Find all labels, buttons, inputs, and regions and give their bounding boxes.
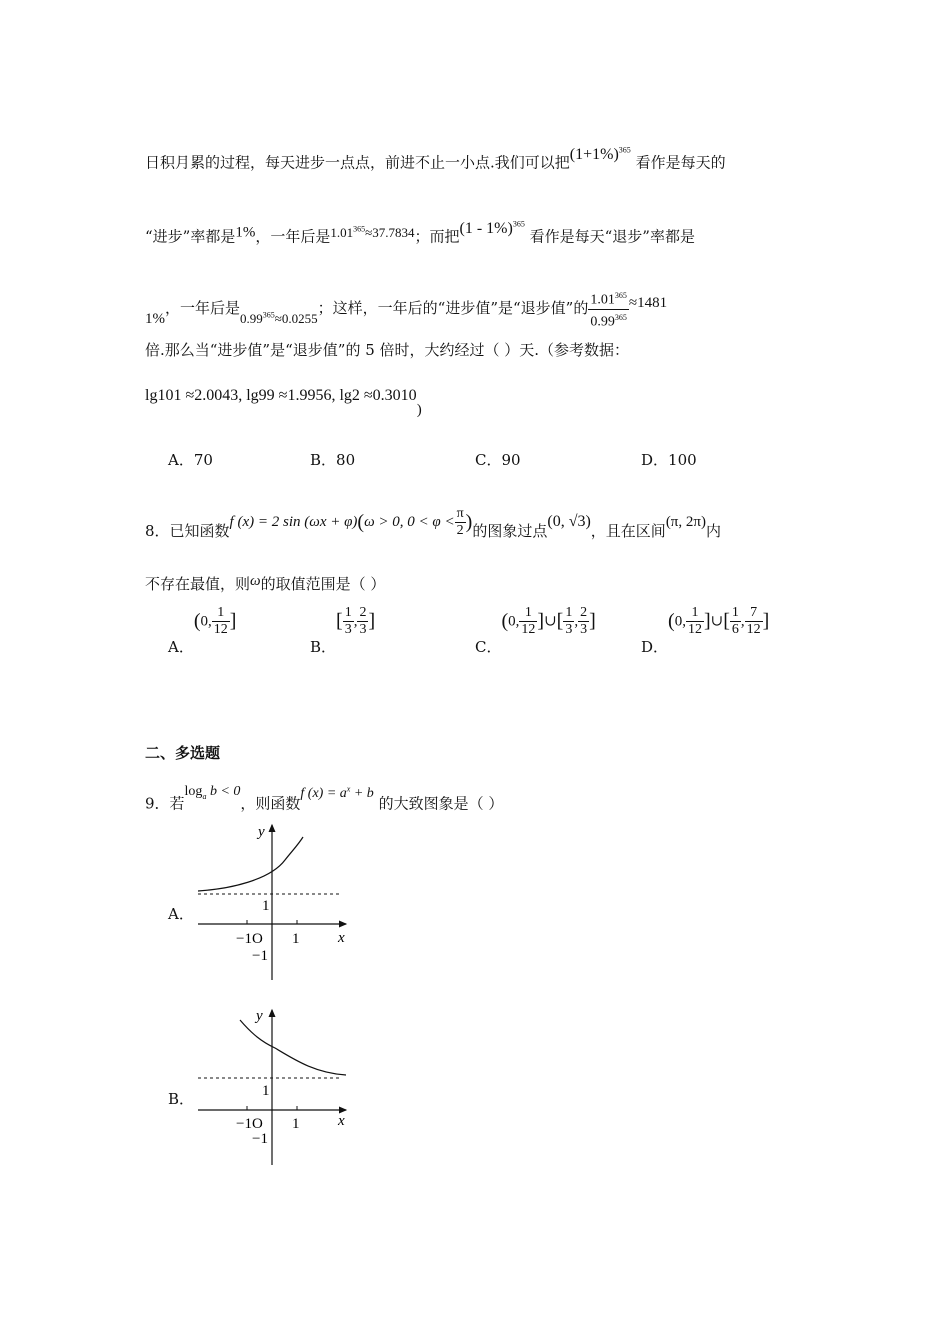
label-one: 1	[262, 1083, 270, 1099]
bracket: ]	[229, 610, 237, 632]
curve	[240, 1020, 346, 1075]
label-neg-one-origin: −1O	[236, 931, 263, 947]
math: ω > 0, 0 < φ <	[364, 514, 455, 530]
label-x-one: 1	[292, 1116, 300, 1132]
fraction	[730, 605, 741, 638]
frac-den-sup: 365	[614, 312, 627, 322]
math	[300, 786, 373, 801]
option-letter: A．	[168, 637, 194, 656]
q7-line-1	[145, 141, 726, 172]
label-neg-one: −1	[252, 1131, 268, 1147]
frac-num: 1	[212, 605, 230, 622]
q8-option-c[interactable]	[475, 605, 596, 656]
math	[330, 225, 414, 240]
q9-option-a[interactable]: A．	[168, 905, 194, 923]
x-label: x	[338, 930, 345, 946]
math: (π, 2π)	[665, 514, 706, 530]
text: “进步”率都是	[145, 227, 236, 246]
paren: )	[416, 402, 422, 418]
math: ω	[250, 573, 261, 589]
label-one: 1	[262, 898, 270, 914]
frac-num: 1	[344, 605, 352, 620]
math: 0,	[674, 613, 686, 630]
option-letter: C．	[475, 637, 502, 656]
graph-a	[190, 815, 360, 985]
math-log: log	[184, 783, 203, 799]
math-sup: 365	[353, 225, 366, 234]
fraction	[588, 288, 629, 330]
frac-den: 3	[580, 622, 588, 637]
option-letter: D．	[641, 637, 669, 656]
frac-num: 1	[519, 605, 537, 622]
frac-den: 3	[565, 622, 573, 637]
math: ∪	[544, 613, 557, 630]
bracket: ]	[762, 610, 770, 632]
q8-option-b[interactable]	[310, 605, 376, 656]
graph-b	[190, 1000, 360, 1170]
bracket: ]	[703, 610, 711, 632]
frac-den: 12	[687, 622, 702, 637]
math: 0,	[200, 613, 212, 630]
q7-option-b[interactable]: B．80	[310, 451, 356, 469]
fraction	[519, 605, 537, 638]
q7-line-3	[145, 288, 667, 330]
label-neg-one-origin: −1O	[236, 1116, 263, 1132]
text: ；这样，一年后的“进步值”是“退步值”的	[317, 299, 589, 318]
frac-den: 6	[731, 622, 739, 637]
frac-num: 1	[731, 605, 739, 620]
frac-num: π	[456, 506, 464, 521]
math	[240, 311, 318, 326]
math: ≈1481	[628, 295, 668, 312]
bracket: (	[501, 610, 509, 632]
text: 8．已知函数	[145, 522, 230, 540]
math: lg101 ≈2.0043, lg99 ≈1.9956, lg2 ≈0.3010	[145, 387, 417, 404]
frac-den: 3	[359, 622, 367, 637]
math-sup: 365	[618, 146, 631, 155]
math-base: (1 - 1%)	[459, 220, 513, 238]
frac-den	[588, 310, 629, 331]
y-label: y	[256, 1008, 263, 1024]
math: 1%	[235, 224, 256, 241]
fraction	[745, 605, 763, 638]
q9-option-b[interactable]: B．	[168, 1090, 195, 1108]
fraction	[686, 605, 704, 638]
math-sup: 365	[262, 310, 275, 320]
bracket: ]	[368, 610, 376, 632]
bracket: (	[193, 610, 201, 632]
text: ；而把	[414, 227, 460, 246]
fraction	[563, 605, 574, 638]
math: 0,	[508, 613, 520, 630]
math-func: f (x) = a	[300, 785, 347, 801]
text: ，一年后是	[255, 227, 331, 246]
frac-den: 2	[456, 523, 464, 538]
fraction	[357, 605, 368, 638]
math-sup: x	[346, 784, 351, 793]
q7-option-c[interactable]: C．90	[475, 451, 521, 469]
q8-option-d[interactable]	[641, 605, 770, 656]
text: 看作是每天“退步”率都是	[529, 227, 695, 246]
math	[460, 220, 525, 237]
text: 日积月累的过程，每天进步一点点，前进不止一小点.我们可以把	[145, 153, 570, 172]
frac-den: 12	[213, 622, 228, 637]
math: (0, √3)	[547, 513, 591, 530]
paren: (	[357, 511, 365, 533]
text: ，一年后是	[165, 299, 241, 318]
math: ,	[740, 613, 745, 630]
label-x-one: 1	[292, 931, 300, 947]
text: ，且在区间	[590, 522, 666, 540]
math-rest: b < 0	[209, 783, 241, 799]
frac-den: 3	[344, 622, 352, 637]
q8-line-1	[145, 506, 721, 541]
frac-num: 2	[580, 605, 588, 620]
q7-reference-data	[145, 385, 422, 418]
fraction	[343, 605, 354, 638]
math-rest: + b	[353, 785, 374, 801]
math-base: 1.01	[330, 225, 354, 241]
math-approx: ≈0.0255	[274, 311, 318, 327]
q7-option-a[interactable]: A．70	[168, 451, 213, 469]
frac-num: 1	[686, 605, 704, 622]
fraction	[455, 506, 466, 539]
math-sub: a	[202, 791, 207, 801]
bracket: [	[336, 610, 343, 632]
q8-line-2	[145, 571, 385, 594]
q7-line-2	[145, 215, 695, 246]
q7-option-d[interactable]: D．100	[641, 451, 697, 469]
math: 1%	[145, 311, 165, 328]
y-label: y	[258, 824, 265, 840]
q7-line-4: 倍.那么当“进步值”是“退步值”的 5 倍时，大约经过（ ）天.（参考数据：	[145, 341, 630, 359]
label-neg-one: −1	[252, 948, 268, 964]
text: 9．若	[145, 794, 185, 813]
fraction	[212, 605, 230, 638]
frac-num: 7	[745, 605, 763, 622]
frac-num	[588, 288, 629, 310]
math-base: 0.99	[240, 311, 263, 327]
frac-num: 1	[565, 605, 573, 620]
bracket: (	[668, 610, 675, 632]
fraction	[578, 605, 589, 638]
math-approx: ≈37.7834	[365, 225, 415, 241]
frac-den: 12	[746, 622, 761, 637]
math: f (x) = 2 sin (ωx + φ)	[229, 514, 358, 530]
text: 不存在最值，则	[145, 575, 251, 593]
text: 看作是每天的	[635, 153, 726, 172]
math: ∪	[710, 613, 724, 630]
frac-num-sup: 365	[614, 291, 627, 300]
frac-den-base: 0.99	[590, 314, 615, 330]
math	[570, 146, 631, 163]
q9-line-1	[145, 779, 503, 814]
frac-num-base: 1.01	[590, 292, 615, 308]
q8-option-a[interactable]	[168, 605, 237, 656]
paren: )	[465, 511, 473, 533]
x-label: x	[338, 1113, 345, 1129]
section-heading: 二、多选题	[145, 744, 221, 762]
frac-den: 12	[521, 622, 536, 637]
math: ,	[574, 613, 579, 630]
text: 的取值范围是（ ）	[260, 575, 386, 593]
option-letter: B．	[310, 637, 337, 656]
text: 的大致图象是（ ）	[378, 794, 504, 813]
text: 内	[705, 522, 721, 540]
curve	[198, 837, 303, 891]
text: 的图象过点	[472, 522, 548, 540]
math: ,	[353, 613, 358, 630]
bracket: [	[556, 610, 564, 632]
bracket: ]	[537, 610, 545, 632]
math-base: (1+1%)	[569, 146, 619, 164]
math	[185, 784, 241, 799]
bracket: ]	[589, 610, 596, 632]
bracket: [	[723, 610, 730, 632]
text: ，则函数	[240, 794, 301, 813]
math-sup: 365	[512, 220, 525, 229]
frac-num: 2	[359, 605, 367, 620]
